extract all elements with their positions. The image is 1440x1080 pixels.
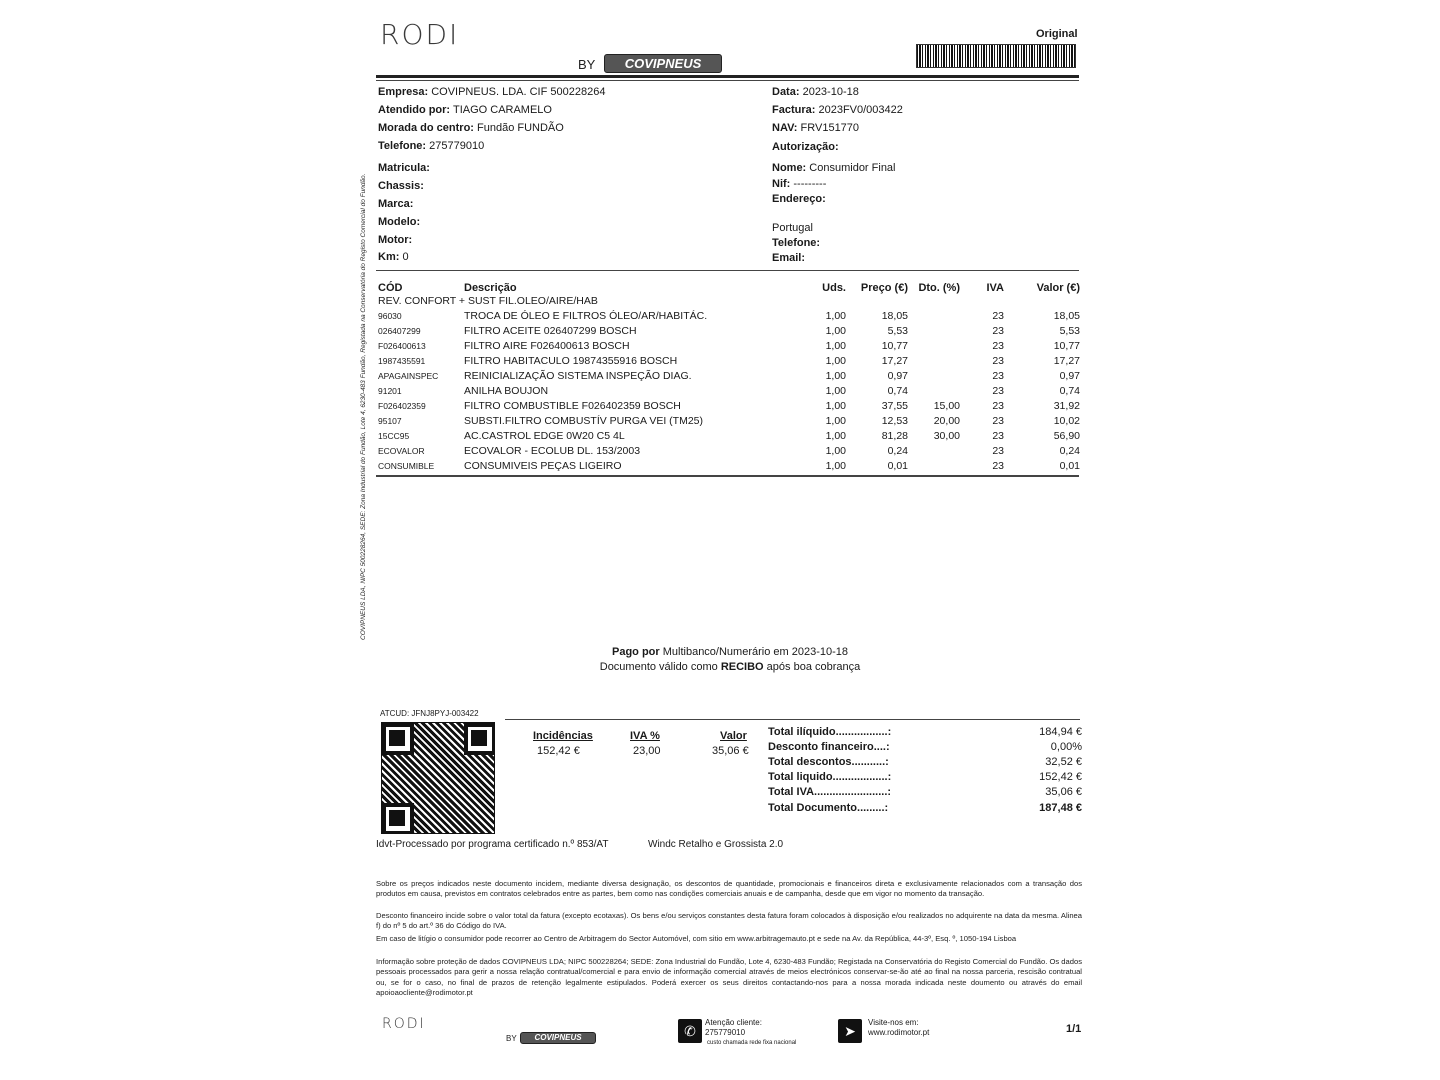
line-units: 1,00 (825, 414, 846, 427)
invoice-lines-table (378, 278, 1080, 473)
center-phone-label: Telefone: (378, 140, 427, 152)
financial-discount-label: Desconto financeiro....: (768, 741, 890, 753)
line-units: 1,00 (825, 384, 846, 397)
line-units: 1,00 (825, 459, 846, 472)
line-discount (908, 368, 960, 383)
col-dto: Dto. (%) (918, 282, 960, 294)
customer-email-label: Email: (772, 252, 806, 264)
customer-name-value: Consumidor Final (809, 162, 896, 174)
line-vat: 23 (992, 399, 1004, 412)
line-vat: 23 (992, 429, 1004, 442)
line-price: 10,77 (881, 339, 908, 352)
group-title-row (378, 294, 1080, 308)
date-label: Data: (772, 86, 800, 98)
line-vat: 23 (992, 309, 1004, 322)
line-code: 96030 (378, 310, 402, 321)
line-code: APAGAINSPEC (378, 370, 439, 381)
fine-print-discount: Desconto financeiro incide sobre o valor total da fatura (excepto ecotaxas). Os bens e/ou serviços constantes desta fatura foram colocados à disposição e/ou realizados no adquirente na data da mesma. Alinea f) do nº 5 do art.º 36 do Código do IVA. (376, 911, 1082, 931)
payment-line (480, 646, 980, 658)
total-document-label: Total Documento.........: (768, 802, 889, 814)
company-value: COVIPNEUS. LDA. CIF 500228264 (431, 86, 606, 98)
covipneus-logo-text: COVIPNEUS (624, 56, 702, 71)
line-units: 1,00 (825, 399, 846, 412)
engine-label: Motor: (378, 234, 413, 246)
line-value: 10,02 (1053, 414, 1080, 427)
fine-print-pricing: Sobre os preços indicados neste documento incidem, mediante diversa designação, os descontos de quantidade, promocionais e financeiros direta e exclusivamente relacionados com a transação dos produtos em causa, previstos em contratos celebrados entre as partes, bem como nas condições comerciais anuais e de campanha, desde que em vigor no momento da transação. (376, 879, 1082, 899)
copy-label: Original (1036, 28, 1078, 40)
customer-address-label: Endereço: (772, 193, 826, 205)
company-label: Empresa: (378, 86, 429, 98)
total-vat-label: Total IVA........................: (768, 786, 892, 798)
table-row (378, 368, 1080, 383)
table-row (378, 428, 1080, 443)
line-price: 12,53 (881, 414, 908, 427)
total-discounts-value: 32,52 € (1045, 756, 1082, 768)
tax-rate-header: IVA % (630, 730, 660, 742)
receipt-post: após boa cobrança (766, 661, 861, 673)
table-row (378, 353, 1080, 368)
header-rule (376, 75, 1079, 78)
line-discount (908, 383, 960, 398)
table-row (378, 338, 1080, 353)
line-description: ECOVALOR - ECOLUB DL. 153/2003 (464, 444, 641, 457)
certification-text: Idvt-Processado por programa certificado n.º 853/AT (376, 839, 609, 850)
line-value: 56,90 (1053, 429, 1080, 442)
visit-title: Visite-nos em: (868, 1018, 919, 1027)
total-net-label: Total liquido..................: (768, 771, 892, 783)
tax-incidence-header: Incidências (533, 730, 593, 742)
customer-nif-label: Nif: (772, 178, 791, 190)
attention-note: custo chamada rede fixa nacional (707, 1040, 797, 1046)
customer-phone-label: Telefone: (772, 237, 821, 249)
table-body (378, 294, 1080, 473)
table-row (378, 308, 1080, 323)
line-description: SUBSTI.FILTRO COMBUSTÍV PURGA VEI (TM25) (464, 414, 704, 427)
line-vat: 23 (992, 369, 1004, 382)
line-discount: 30,00 (933, 429, 960, 442)
line-value: 18,05 (1053, 309, 1080, 322)
line-value: 0,97 (1059, 369, 1080, 382)
by-label: BY (578, 57, 596, 72)
center-address-label: Morada do centro: (378, 122, 474, 134)
receipt-bold: RECIBO (720, 661, 764, 673)
line-price: 0,74 (887, 384, 908, 397)
authorization-label: Autorização: (772, 141, 839, 153)
tax-incidence-value: 152,42 € (537, 745, 580, 757)
brand-row (378, 198, 413, 210)
nav-row (772, 122, 859, 134)
customer-phone-row (772, 237, 820, 249)
side-legal-text: COVIPNEUS LDA, NIPC 500228264, SEDE: Zona Industrial do Fundão, Lote 4, 6230-483 Fundão, Registada na Conservatória do Registo Comercial do Fundão. (360, 173, 367, 640)
line-price: 0,24 (887, 444, 908, 457)
group-title: REV. CONFORT + SUST FIL.OLEO/AIRE/HAB (378, 295, 598, 307)
line-value: 5,53 (1059, 324, 1080, 337)
line-units: 1,00 (825, 339, 846, 352)
col-desc: Descrição (464, 282, 517, 294)
line-price: 81,28 (881, 429, 908, 442)
line-price: 0,97 (887, 369, 908, 382)
footer-by-label: BY (506, 1034, 517, 1043)
line-code: F026400613 (378, 340, 426, 351)
date-row (772, 86, 859, 98)
attendant-value: TIAGO CARAMELO (452, 104, 552, 116)
line-description: REINICIALIZAÇÃO SISTEMA INSPEÇÃO DIAG. (464, 369, 692, 382)
km-value: 0 (402, 251, 409, 263)
line-price: 5,53 (887, 324, 908, 337)
attendant-label: Atendido por: (378, 104, 451, 116)
line-vat: 23 (992, 339, 1004, 352)
payment-method: Multibanco/Numerário em 2023-10-18 (662, 646, 848, 658)
plate-label: Matricula: (378, 162, 430, 174)
cursor-icon: ➤ (838, 1019, 862, 1043)
qr-finder-top-left (389, 730, 405, 746)
col-preco: Preço (€) (860, 282, 908, 294)
line-price: 17,27 (881, 354, 908, 367)
fine-print-arbitration: Em caso de litígio o consumidor pode recorrer ao Centro de Arbitragem do Sector Automóvel, com sitio em www.arbitragemauto.pt e sede na Av. da República, 44-3º, Esq. º, 1050-194 Lisboa (376, 934, 1017, 943)
line-value: 0,74 (1059, 384, 1080, 397)
authorization-row (772, 141, 839, 153)
line-vat: 23 (992, 459, 1004, 472)
customer-name-label: Nome: (772, 162, 807, 174)
line-code: 1987435591 (378, 355, 426, 366)
total-net-value: 152,42 € (1039, 771, 1082, 783)
table-row (378, 458, 1080, 473)
customer-name-row (772, 162, 896, 174)
receipt-pre: Documento válido como (599, 661, 718, 673)
center-address-value: Fundão FUNDÃO (477, 122, 564, 134)
line-vat: 23 (992, 444, 1004, 457)
total-discounts-label: Total descontos...........: (768, 756, 889, 768)
table-row (378, 413, 1080, 428)
line-discount: 20,00 (933, 414, 960, 427)
line-vat: 23 (992, 384, 1004, 397)
engine-row (378, 234, 412, 246)
km-label: Km: (378, 251, 400, 263)
rodi-logo: RODI (380, 18, 460, 51)
line-code: 95107 (378, 415, 402, 426)
payment-label: Pago por (612, 646, 660, 658)
software-text: Windc Retalho e Grossista 2.0 (648, 839, 784, 850)
line-code: 026407299 (378, 325, 421, 336)
phone-icon: ✆ (678, 1019, 702, 1043)
lines-top-rule (376, 270, 1079, 271)
company-row (378, 86, 605, 98)
invoice-number-label: Factura: (772, 104, 816, 116)
table-row (378, 323, 1080, 338)
footer-covipneus-logo (520, 1032, 596, 1044)
line-discount (908, 458, 960, 473)
line-vat: 23 (992, 414, 1004, 427)
tax-value-header: Valor (720, 730, 747, 742)
total-gross-value: 184,94 € (1039, 726, 1082, 738)
line-price: 0,01 (887, 459, 908, 472)
line-code: F026402359 (378, 400, 426, 411)
line-description: CONSUMIVEIS PEÇAS LIGEIRO (464, 459, 622, 472)
customer-country: Portugal (772, 222, 813, 234)
line-units: 1,00 (825, 354, 846, 367)
table-row (378, 443, 1080, 458)
line-description: FILTRO COMBUSTIBLE F026402359 BOSCH (464, 399, 681, 412)
customer-address-row (772, 193, 826, 205)
header-rule-thin (376, 80, 1079, 81)
line-units: 1,00 (825, 309, 846, 322)
line-value: 31,92 (1053, 399, 1080, 412)
line-code: ECOVALOR (378, 445, 425, 456)
invoice-number-row (772, 104, 903, 116)
lines-bottom-rule (376, 475, 1079, 477)
line-price: 37,55 (881, 399, 908, 412)
line-discount (908, 308, 960, 323)
line-description: FILTRO AIRE F026400613 BOSCH (464, 339, 630, 352)
line-code: 15CC95 (378, 430, 410, 441)
center-address-row (378, 122, 564, 134)
center-phone-row (378, 140, 484, 152)
table-row (378, 398, 1080, 413)
line-price: 18,05 (881, 309, 908, 322)
qr-finder-bottom-left (389, 810, 405, 826)
total-gross-label: Total ilíquido.................: (768, 726, 892, 738)
covipneus-logo (604, 54, 722, 73)
line-vat: 23 (992, 324, 1004, 337)
attendant-row (378, 104, 552, 116)
footer-covipneus-logo-text: COVIPNEUS (534, 1033, 582, 1042)
total-document-value: 187,48 € (1039, 802, 1082, 814)
line-value: 0,24 (1059, 444, 1080, 457)
line-description: TROCA DE ÓLEO E FILTROS ÓLEO/AR/HABITÁC. (464, 309, 708, 322)
invoice-number-value: 2023FV0/003422 (818, 104, 903, 116)
date-value: 2023-10-18 (802, 86, 859, 98)
website-link[interactable]: www.rodimotor.pt (868, 1028, 930, 1037)
page-number: 1/1 (1066, 1023, 1082, 1035)
tax-rate-value: 23,00 (633, 745, 661, 757)
line-description: FILTRO HABITACULO 19874355916 BOSCH (464, 354, 678, 367)
customer-nif-row (772, 178, 826, 190)
line-discount (908, 443, 960, 458)
km-row (378, 251, 409, 263)
chassis-label: Chassis: (378, 180, 424, 192)
line-code: 91201 (378, 385, 402, 396)
customer-email-row (772, 252, 805, 264)
table-header-row (378, 278, 1080, 294)
table-row (378, 383, 1080, 398)
line-vat: 23 (992, 354, 1004, 367)
col-cod: CÓD (378, 282, 403, 294)
line-description: ANILHA BOUJON (464, 384, 549, 397)
chassis-row (378, 180, 424, 192)
line-units: 1,00 (825, 429, 846, 442)
model-row (378, 216, 420, 228)
line-value: 10,77 (1053, 339, 1080, 352)
line-description: AC.CASTROL EDGE 0W20 C5 4L (464, 429, 625, 442)
col-uds: Uds. (822, 282, 846, 294)
line-units: 1,00 (825, 324, 846, 337)
line-value: 17,27 (1053, 354, 1080, 367)
tax-value-value: 35,06 € (712, 745, 749, 757)
barcode (916, 44, 1076, 68)
receipt-line (480, 661, 980, 673)
line-value: 0,01 (1059, 459, 1080, 472)
line-units: 1,00 (825, 369, 846, 382)
brand-label: Marca: (378, 198, 414, 210)
nav-value: FRV151770 (800, 122, 860, 134)
line-discount (908, 338, 960, 353)
col-iva: IVA (986, 282, 1004, 294)
customer-nif-value: --------- (793, 178, 827, 190)
line-description: FILTRO ACEITE 026407299 BOSCH (464, 324, 637, 337)
atcud-label: ATCUD: JFNJ8PYJ-003422 (380, 709, 479, 718)
center-phone-value: 275779010 (429, 140, 485, 152)
financial-discount-value: 0,00% (1050, 741, 1082, 753)
line-discount: 15,00 (933, 399, 960, 412)
nav-label: NAV: (772, 122, 798, 134)
fine-print-data-protection: Informação sobre proteção de dados COVIPNEUS LDA; NIPC 500228264; SEDE: Zona Industrial do Fundão, Lote 4, 6230-483 Fundão; Registada na Conservatória do Registo Comercial do Fundão. Os dados pessoais processados para gerir a nossa relação contratual/comercial e para envio de informação comercial através de meios electrónicos conservar-se-ão até ao final na nossa parceria, rescisão contratual ou, se for o caso, no final de prazos de retenção legalmente estipulados. Poderá exercer os seus direitos contactando-nos para a nossa morada indicada neste doumento ou através do email apoioaocliente@rodimotor.pt (376, 957, 1082, 998)
plate-row (378, 162, 430, 174)
line-units: 1,00 (825, 444, 846, 457)
qr-finder-top-right (471, 730, 487, 746)
footer-rodi-logo: RODI (382, 1016, 426, 1032)
summary-top-rule (505, 719, 1080, 720)
line-discount (908, 353, 960, 368)
attention-title: Atenção cliente: (705, 1018, 762, 1027)
line-discount (908, 323, 960, 338)
attention-phone: 275779010 (705, 1028, 746, 1037)
line-code: CONSUMIBLE (378, 460, 435, 471)
col-valor: Valor (€) (1036, 282, 1080, 294)
model-label: Modelo: (378, 216, 421, 228)
total-vat-value: 35,06 € (1045, 786, 1082, 798)
